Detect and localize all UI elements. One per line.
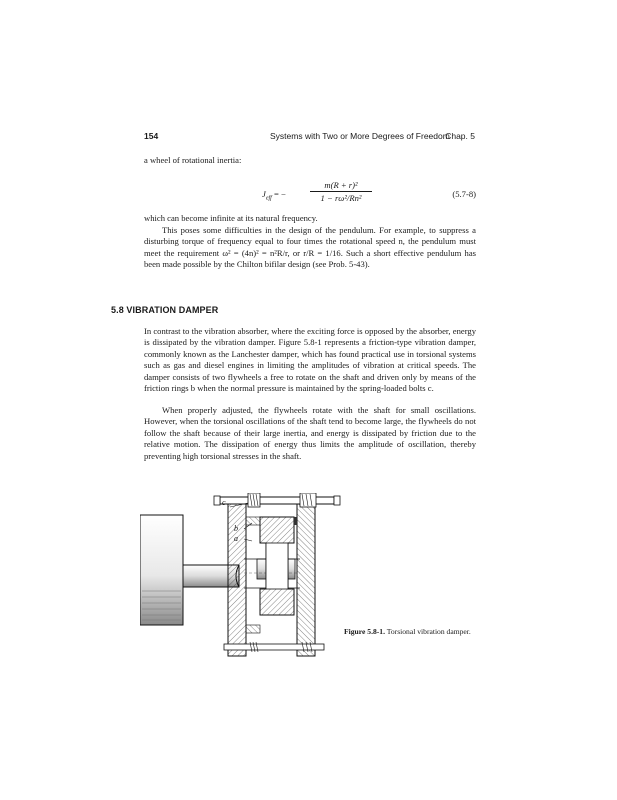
running-title: Systems with Two or More Degrees of Freedom	[270, 131, 450, 141]
figure-caption	[344, 627, 479, 637]
section-number: 5.8	[111, 305, 124, 315]
running-header	[144, 131, 475, 143]
friction-ring	[246, 517, 260, 525]
flywheel-left	[228, 499, 246, 656]
section-heading	[111, 305, 218, 315]
figure-torsional-damper	[140, 493, 345, 658]
paragraph-4: When properly adjusted, the flywheels rotate with the shaft for small oscillations. However, when the torsional oscillations of the shaft tend to become large, the flywheels do not follow the shaft because of their large inertia, and energy is dissipated by friction due to the relative motion. The dissipation of energy thus limits the amplitude of oscillation, thereby preventing high torsional stresses in the shaft.	[144, 405, 476, 461]
section-title: VIBRATION DAMPER	[126, 305, 219, 315]
equation-lhs: $J_{eff}$ = −	[262, 189, 286, 202]
paragraph-3: In contrast to the vibration absorber, where the exciting force is opposed by the absorber, energy is dissipated by the vibration damper. Figure 5.8-1 represents a friction-type vibration damper, commonly known as the Lanchester damper, which has found practical use in torsional systems such as gas and diesel engines in limiting the amplitudes of vibration at critical speeds. The damper consists of two flywheels a free to rotate on the shaft and driven only by means of the friction rings b when the normal pressure is maintained by the spring-loaded bolts c.	[144, 326, 476, 394]
equation-denominator: 1 − rω²/Rn²	[320, 193, 362, 203]
paragraph-1: which can become infinite at its natural frequency.	[144, 213, 318, 223]
label-c: c	[222, 498, 226, 507]
paragraph-2: This poses some difficulties in the design of the pendulum. For example, to suppress a disturbing torque of frequency equal to four times the rotational speed n, the pendulum must meet the requirement ω² = (4n)² = n²R/r, or r/R = 1/16. Such a short effective pendulum has been made possible by the Chilton bifilar design (see Prob. 5-43).	[144, 225, 476, 270]
intro-line: a wheel of rotational inertia:	[144, 155, 242, 165]
label-b: b	[234, 524, 238, 533]
engine-wheel	[140, 515, 183, 625]
page-number: 154	[144, 131, 159, 141]
flywheel-right	[297, 499, 315, 656]
figure-caption-text: Torsional vibration damper.	[386, 627, 471, 636]
equation-number: (5.7-8)	[452, 189, 476, 199]
equation-5-7-8	[262, 180, 476, 210]
damper-drawing	[140, 493, 345, 658]
chapter-label: Chap. 5	[445, 131, 475, 141]
equation-fraction	[310, 180, 372, 203]
label-a: a	[234, 534, 238, 543]
figure-caption-label: Figure 5.8-1.	[344, 627, 385, 636]
bolt-top	[220, 497, 334, 504]
equation-numerator: m(R + r)²	[310, 180, 372, 192]
